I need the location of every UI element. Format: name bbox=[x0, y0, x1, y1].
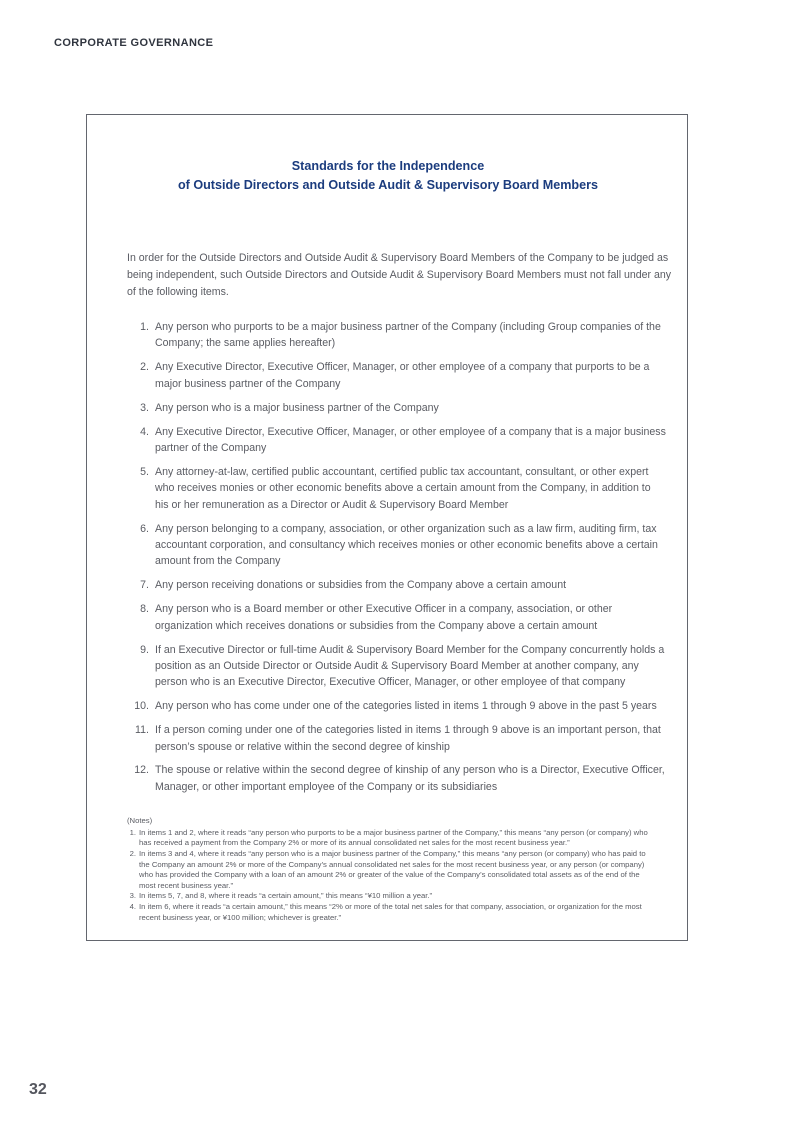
box-title bbox=[127, 157, 649, 194]
list-item bbox=[127, 577, 667, 593]
list-item-number: 10. bbox=[134, 700, 149, 713]
list-item-text: If an Executive Director or full-time Audit & Supervisory Board Member for the Company concurrently holds a position as an Outside Director or Outside Audit & Supervisory Board Member at another company, any person who is an Executive Director, Executive Officer, Manager, or other employee of that company bbox=[155, 643, 665, 689]
list-item bbox=[127, 642, 667, 691]
list-item bbox=[127, 698, 667, 714]
list-item bbox=[127, 762, 667, 795]
list-item bbox=[127, 424, 667, 457]
list-item-text: Any Executive Director, Executive Officer, Manager, or other employee of a company that is a major business partner of the Company bbox=[155, 425, 666, 454]
list-item-number: 9. bbox=[140, 643, 149, 656]
list-item bbox=[127, 400, 667, 416]
list-item-text: Any person belonging to a company, association, or other organization such as a law firm, auditing firm, tax accountant corporation, and consultancy which receives monies or other economic benefits above a certain amount from the Company bbox=[155, 522, 658, 568]
list-item-text: Any person who purports to be a major business partner of the Company (including Group companies of the Company; the same applies hereafter) bbox=[155, 321, 661, 350]
list-item-text: Any person who has come under one of the categories listed in items 1 through 9 above in the past 5 years bbox=[155, 700, 657, 713]
list-item-number: 8. bbox=[140, 603, 149, 616]
list-item-number: 11. bbox=[135, 724, 149, 737]
list-item-number: 3. bbox=[140, 401, 149, 414]
list-item-number: 4. bbox=[140, 425, 149, 438]
note-item bbox=[127, 849, 655, 891]
note-item-number: 3. bbox=[129, 891, 136, 901]
note-item-text: In items 3 and 4, where it reads “any person who is a major business partner of the Company,” this means “any person (or company) who has paid to the Company an amount 2% or more of the Company’s annual consolidated net sales for the most recent business year, or any person (or company) who has provided the Company with a loan of an amount 2% or greater of the value of the Company’s consolidated total assets as of the end of the most recent business year.” bbox=[139, 849, 646, 890]
box-title-line1: Standards for the Independence bbox=[291, 159, 485, 173]
list-item-text: The spouse or relative within the second degree of kinship of any person who is a Director, Executive Officer, Manager, or other important employee of the Company or its subsidiaries bbox=[155, 764, 665, 793]
list-item-text: Any person who is a Board member or other Executive Officer in a company, association, or other organization which receives donations or subsidies from the Company above a certain amount bbox=[155, 603, 613, 632]
note-item-number: 4. bbox=[129, 902, 136, 911]
note-item-number: 1. bbox=[129, 827, 136, 837]
box-title-line2: of Outside Directors and Outside Audit & Supervisory Board Members bbox=[177, 177, 599, 192]
list-item-text: Any person receiving donations or subsidies from the Company above a certain amount bbox=[155, 579, 567, 592]
list-item-text: Any person who is a major business partner of the Company bbox=[155, 401, 439, 414]
note-item-text: In items 5, 7, and 8, where it reads “a certain amount,” this means “¥10 million a year.” bbox=[139, 891, 433, 901]
notes-label: (Notes) bbox=[127, 816, 153, 826]
list-item bbox=[127, 521, 667, 570]
list-item-number: 2. bbox=[140, 361, 149, 374]
note-item bbox=[127, 902, 655, 923]
list-item-number: 12. bbox=[134, 764, 149, 777]
note-item-text: In items 1 and 2, where it reads “any person who purports to be a major business partner of the Company,” this means “any person (or company) who has received a payment from the Company 2% or more of its annual consolidated net sales for the most recent business year.” bbox=[139, 827, 648, 848]
list-item bbox=[127, 601, 667, 634]
note-item bbox=[127, 891, 655, 902]
list-item bbox=[127, 359, 667, 392]
note-item bbox=[127, 828, 655, 849]
section-heading: CORPORATE GOVERNANCE bbox=[54, 37, 214, 49]
intro-paragraph: In order for the Outside Directors and Outside Audit & Supervisory Board Members of the Company to be judged as being independent, such Outside Directors and Outside Audit & Supervisory Board Members must not fall under any of the following items. bbox=[127, 252, 672, 298]
list-item-number: 6. bbox=[140, 522, 149, 535]
note-item-number: 2. bbox=[129, 849, 136, 859]
page-number: 32 bbox=[29, 1081, 47, 1098]
list-item bbox=[127, 319, 667, 352]
notes-list bbox=[127, 828, 655, 923]
list-item-text: If a person coming under one of the categories listed in items 1 through 9 above is an important person, that person’s spouse or relative within the second degree of kinship bbox=[155, 724, 661, 753]
standards-box bbox=[86, 114, 688, 941]
notes-section bbox=[127, 816, 655, 923]
list-item-number: 1. bbox=[140, 321, 149, 333]
note-item-text: In item 6, where it reads “a certain amount,” this means “2% or more of the total net sales for that company, association, or organization for the most recent business year, or ¥100 million; whichever is greater.” bbox=[139, 902, 642, 922]
list-item-number: 5. bbox=[140, 465, 149, 478]
list-item bbox=[127, 722, 667, 755]
list-item bbox=[127, 464, 667, 513]
list-item-number: 7. bbox=[140, 579, 149, 592]
list-item-text: Any Executive Director, Executive Officer, Manager, or other employee of a company that purports to be a major business partner of the Company bbox=[155, 361, 650, 390]
items-list bbox=[127, 319, 667, 795]
list-item-text: Any attorney-at-law, certified public accountant, certified public tax accountant, consultant, or other expert who receives monies or other economic benefits above a certain amount from the Company, in addition to his or her remuneration as a Director or Audit & Supervisory Board Member bbox=[155, 465, 651, 511]
